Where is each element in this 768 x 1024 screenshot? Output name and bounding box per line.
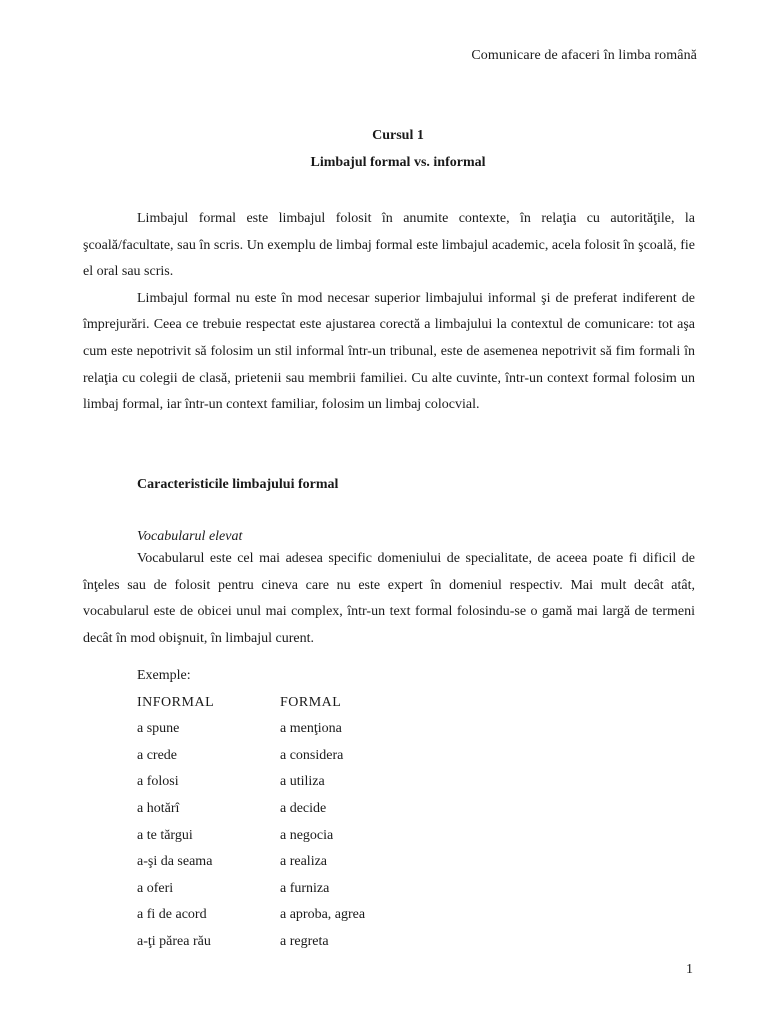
table-row <box>137 876 365 903</box>
table-row <box>137 796 365 823</box>
section-subheading: Vocabularul elevat <box>137 529 243 544</box>
section-heading: Caracteristicile limbajului formal <box>137 477 339 492</box>
informal-term: a oferi <box>137 880 174 896</box>
intro-paragraph-1: Limbajul formal este limbajul folosit în anumite contexte, în relaţia cu autorităţile, la şcoală/facultate, sau în scris. Un exemplu de limbaj formal este limbajul academic, acela folosit în şcoală, fie el oral sau scris. <box>83 211 695 280</box>
table-header-row <box>137 690 365 717</box>
running-header: Comunicare de afaceri în limba română <box>471 48 697 63</box>
formal-term: a aproba, agrea <box>280 907 366 923</box>
formal-term: a menţiona <box>280 721 342 737</box>
informal-term: a fi de acord <box>137 907 207 923</box>
examples-label: Exemple: <box>137 668 191 683</box>
formal-term: a considera <box>280 747 344 763</box>
table-row <box>137 849 365 876</box>
formal-term: a negocia <box>280 827 334 843</box>
informal-term: a folosi <box>137 774 179 790</box>
page-number: 1 <box>686 962 693 977</box>
table-row <box>137 743 365 770</box>
table-row <box>137 823 365 850</box>
section-paragraph: Vocabularul este cel mai adesea specific domeniului de specialitate, de aceea poate fi dificil de înţeles sau de folosit pentru cineva care nu este expert în domeniul respectiv. Mai mult decât atât, vocabularul este de obicei unul mai complex, într-un text formal folosindu-se o gamă mai largă de termeni decât în mod obişnuit, în limbajul curent. <box>83 551 695 646</box>
course-topic: Limbajul formal vs. informal <box>310 155 486 170</box>
table-row <box>137 929 365 956</box>
intro-paragraph-2: Limbajul formal nu este în mod necesar superior limbajului informal şi de preferat indiferent de împrejurări. Ceea ce trebuie respectat este ajustarea corectă a limbajului la contextul de comunicare: tot aşa cum este nepotrivit să folosim un stil informal într-un tribunal, este de asemenea nepotrivit să fim formali în relaţia cu colegii de clasă, prietenii sau membrii familiei. Cu alte cuvinte, într-un context formal folosim un limbaj formal, iar într-un context familiar, folosim un limbaj colocvial. <box>83 290 695 413</box>
table-row <box>137 769 365 796</box>
informal-term: a-şi da seama <box>137 854 213 870</box>
informal-term: a te tărgui <box>137 827 193 843</box>
intro-text <box>83 206 695 419</box>
column-header-informal: INFORMAL <box>137 694 215 710</box>
informal-term: a-ţi părea rău <box>137 933 211 949</box>
informal-term: a crede <box>137 747 178 763</box>
section-text <box>83 546 695 652</box>
formal-term: a decide <box>280 800 327 816</box>
formal-term: a realiza <box>280 854 328 870</box>
informal-term: a hotărî <box>137 800 180 816</box>
vocabulary-table <box>137 690 365 956</box>
formal-term: a furniza <box>280 880 330 896</box>
examples-block <box>137 663 365 956</box>
course-title: Cursul 1 <box>372 128 424 143</box>
formal-term: a utiliza <box>280 774 325 790</box>
informal-term: a spune <box>137 721 180 737</box>
formal-term: a regreta <box>280 933 329 949</box>
table-row <box>137 716 365 743</box>
table-row <box>137 902 365 929</box>
column-header-formal: FORMAL <box>280 694 342 710</box>
